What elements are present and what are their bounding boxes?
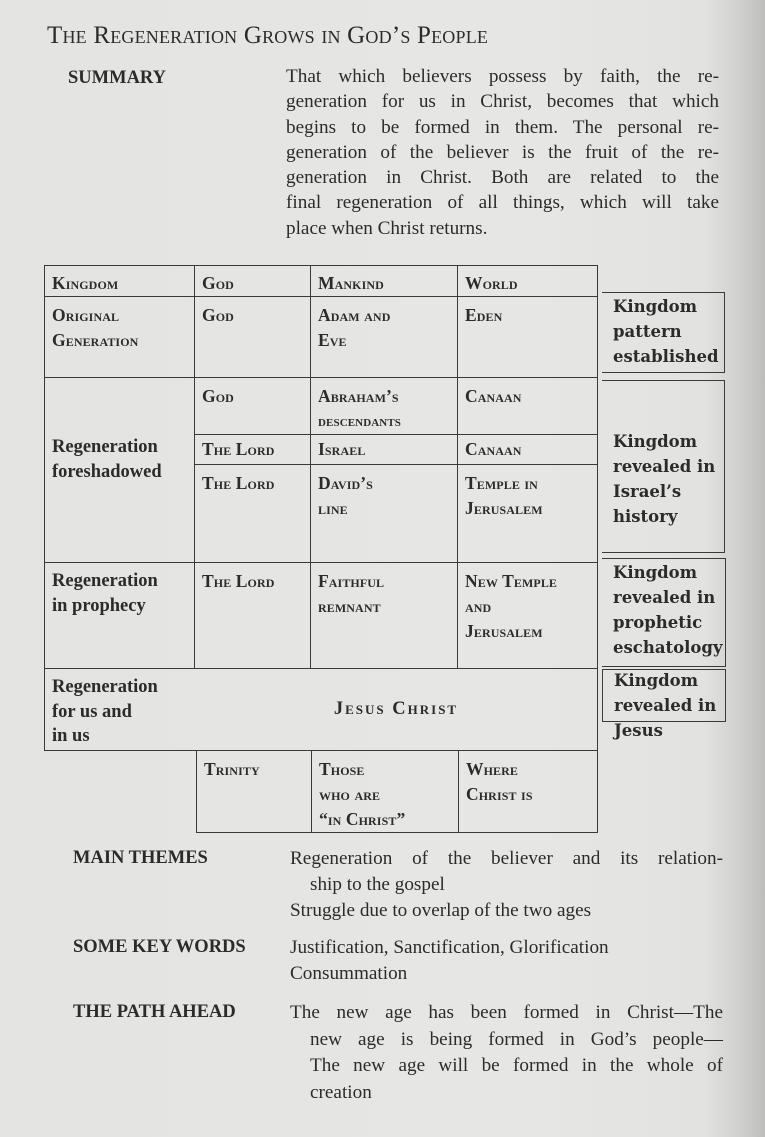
- cell-world: Canaan: [465, 439, 522, 459]
- cell-world: Canaan: [465, 386, 522, 406]
- summary-label: SUMMARY: [68, 68, 167, 88]
- cell-line: descendants: [318, 413, 402, 430]
- theme-line: Regeneration of the believer and its relation-: [290, 848, 723, 869]
- path-line: The new age will be formed in the whole of: [310, 1055, 723, 1076]
- side-line: eschatology: [613, 638, 723, 657]
- cell-line: Christ is: [466, 784, 533, 804]
- cell-god: The Lord: [202, 571, 275, 591]
- summary-line: final regeneration of all things, which will take: [286, 192, 719, 214]
- cell-line: Jerusalem: [465, 621, 543, 641]
- label-line: for us and: [52, 701, 132, 722]
- summary-line: begins to be formed in them. The personal re-: [286, 116, 719, 138]
- cell-line: Those: [319, 759, 365, 779]
- side-line: revealed in: [614, 696, 717, 715]
- key-words-label: SOME KEY WORDS: [73, 937, 246, 957]
- path-line: The new age has been formed in Christ—The: [290, 1002, 723, 1023]
- row-label-forus: [45, 670, 165, 754]
- main-themes-label: MAIN THEMES: [73, 848, 208, 868]
- cell-line: Where: [466, 759, 519, 779]
- cell-line: and: [465, 596, 492, 616]
- header-god: God: [202, 273, 234, 293]
- cell-line: “in Christ”: [319, 809, 406, 829]
- cell-line: line: [318, 498, 348, 518]
- key-words-text: [290, 935, 723, 987]
- summary-line: generation in Christ. Both are related to the: [286, 167, 719, 189]
- cell-mankind: Adam and Eve: [318, 305, 391, 350]
- cell-god: The Lord: [202, 473, 275, 493]
- theme-line: ship to the gospel: [310, 874, 445, 895]
- path-ahead-label: THE PATH AHEAD: [73, 1002, 236, 1022]
- cell-god: God: [202, 305, 234, 325]
- side-box-israel: [602, 380, 725, 553]
- row-label-foreshadowed: [45, 430, 169, 489]
- cell-line: Faithful: [318, 571, 385, 591]
- side-line: pattern: [613, 322, 682, 341]
- label-line: Regeneration: [52, 571, 158, 591]
- side-line: Kingdom: [613, 432, 698, 451]
- cell-mankind: [311, 379, 408, 439]
- cell-god: Trinity: [204, 759, 260, 779]
- side-line: Kingdom: [613, 297, 698, 316]
- label-line: in us: [52, 726, 90, 746]
- cell-line: remnant: [318, 596, 381, 616]
- side-line: established: [613, 347, 719, 366]
- key-words-line: Justification, Sanctification, Glorification: [290, 937, 609, 958]
- cell-line: Abraham’s: [318, 386, 399, 406]
- cell-world: [458, 564, 564, 649]
- side-line: Kingdom: [613, 563, 698, 582]
- side-line: Israel’s: [613, 482, 682, 501]
- theme-line: Struggle due to overlap of the two ages: [290, 900, 592, 921]
- label-line: Regeneration: [52, 677, 158, 697]
- side-line: Jesus: [614, 721, 663, 740]
- summary-line: generation of the believer is the fruit of the re-: [286, 141, 719, 163]
- jesus-christ-cell: Jesus Christ: [333, 699, 459, 719]
- summary-text: [286, 64, 719, 241]
- page-title: The Regeneration Grows in God’s People: [47, 22, 489, 49]
- cell-mankind: [312, 752, 412, 837]
- cell-mankind: [311, 564, 391, 624]
- table-rule: [597, 265, 598, 833]
- header-mankind: Mankind: [318, 273, 384, 293]
- key-words-line: Consummation: [290, 963, 408, 984]
- cell-mankind: Israel: [318, 439, 366, 459]
- label-line: Regeneration: [52, 437, 158, 457]
- header-kingdom: Kingdom: [52, 273, 119, 293]
- side-line: history: [613, 507, 678, 526]
- row-label-prophecy: [45, 564, 165, 623]
- cell-line: New Temple: [465, 571, 558, 591]
- summary-line: generation for us in Christ, becomes that which: [286, 91, 719, 113]
- label-line: in prophecy: [52, 595, 146, 616]
- cell-god: God: [202, 386, 234, 406]
- header-world: World: [465, 273, 518, 293]
- cell-world: [458, 466, 550, 526]
- summary-line: place when Christ returns.: [286, 217, 488, 239]
- cell-mankind: [311, 466, 380, 526]
- path-line: creation: [310, 1081, 372, 1103]
- side-box-pattern: [602, 292, 725, 373]
- label-line: foreshadowed: [52, 461, 162, 482]
- side-box-prophetic: [602, 558, 726, 667]
- side-line: revealed in: [613, 457, 716, 476]
- summary-line: That which believers possess by faith, the re-: [286, 66, 719, 87]
- row-label-original: Original Generation: [52, 305, 139, 350]
- cell-world: Eden: [465, 305, 503, 325]
- cell-line: David’s: [318, 473, 373, 493]
- side-box-jesus: [602, 669, 726, 740]
- main-themes-text: [290, 846, 723, 924]
- side-line: Kingdom: [614, 671, 699, 690]
- side-line: prophetic: [613, 613, 703, 632]
- cell-line: who are: [319, 784, 381, 804]
- side-line: revealed in: [613, 588, 716, 607]
- cell-god: The Lord: [202, 439, 275, 459]
- path-line: new age is being formed in God’s people—: [310, 1028, 723, 1050]
- cell-line: Temple in: [465, 473, 538, 493]
- cell-world: [459, 752, 540, 812]
- cell-line: Jerusalem: [465, 498, 543, 518]
- path-ahead-text: [290, 1000, 723, 1106]
